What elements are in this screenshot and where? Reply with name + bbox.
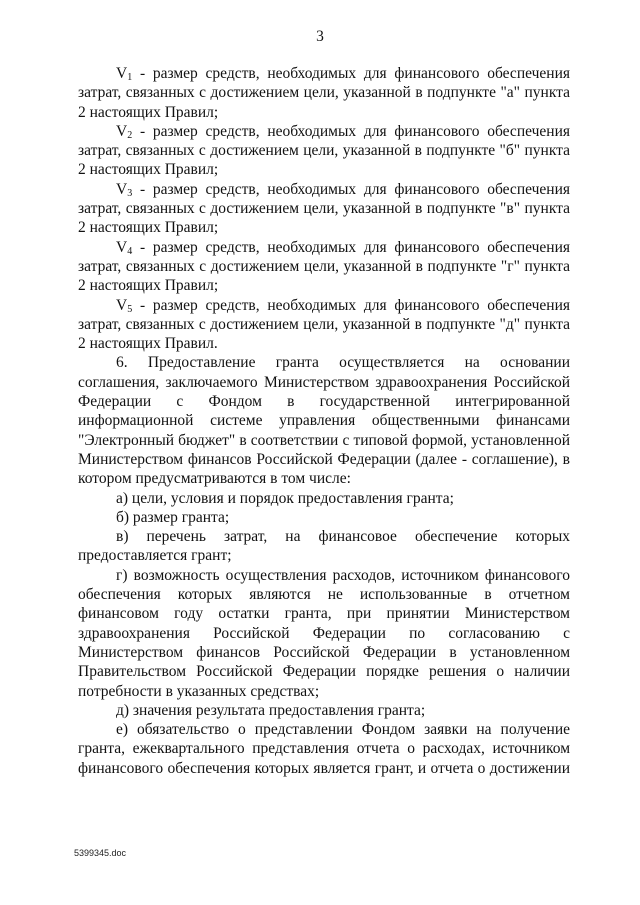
list-item: а) цели, условия и порядок предоставления гранта; [116, 489, 454, 507]
variable-symbol: V [116, 65, 128, 82]
list-item: д) значения результата предоставления гранта; [116, 701, 426, 719]
variable-text: - размер средств, необходимых для финансового обеспечения затрат, связанных с достижением цели, указанной в подпункте "а" пункта 2 настоящих Правил; [78, 65, 570, 121]
variable-subscript: 3 [127, 187, 133, 199]
variable-definition [78, 296, 570, 354]
variable-definition [78, 180, 570, 238]
list-item: е) обязательство о представлении Фондом заявки на получение гранта, ежеквартального представления отчета о расходах, источником финансового обеспечения которых является грант, и отчета о достижении [78, 721, 570, 777]
variable-subscript: 1 [127, 72, 133, 83]
variable-subscript: 5 [127, 303, 133, 315]
list-item: г) возможность осуществления расходов, источником финансового обеспечения которых являются не использованные в отчетном финансовом году остатки гранта, при принятии Министерством здравоохранения Российской Федерации по согласованию с Министерством финансов Российской Федерации в установленном Правительством Российской Федерации порядке решения о наличии потребности в указанных средствах; [78, 566, 570, 700]
paragraph-6: 6. Предоставление гранта осуществляется на основании соглашения, заключаемого Министерством здравоохранения Российской Федерации с Фондом в государственной интегрированной информационной системе управления общественными финансами "Электронный бюджет" в соответствии с типовой формой, установленной Министерством финансов Российской Федерации (далее - соглашение), в котором предусматриваются в том числе: [78, 354, 570, 488]
list-item: в) перечень затрат, на финансовое обеспечение которых предоставляется грант; [78, 528, 570, 565]
variable-subscript: 2 [127, 129, 133, 141]
variable-definition [78, 64, 570, 122]
variable-definition [78, 238, 570, 296]
variable-text: - размер средств, необходимых для финансового обеспечения затрат, связанных с достижением цели, указанной в подпункте "в" пункта 2 настоящих Правил; [78, 180, 570, 237]
variable-text: - размер средств, необходимых для финансового обеспечения затрат, связанных с достижением цели, указанной в подпункте "д" пункта 2 настоящих Правил. [78, 296, 570, 353]
variable-symbol: V [116, 238, 128, 256]
variable-symbol: V [116, 122, 128, 140]
variable-text: - размер средств, необходимых для финансового обеспечения затрат, связанных с достижением цели, указанной в подпункте "б" пункта 2 настоящих Правил; [78, 122, 570, 179]
variable-text: - размер средств, необходимых для финансового обеспечения затрат, связанных с достижением цели, указанной в подпункте "г" пункта 2 настоящих Правил; [78, 238, 570, 295]
variable-symbol: V [116, 296, 128, 314]
variable-symbol: V [116, 180, 128, 198]
page-number: 3 [316, 28, 324, 45]
file-name-footer: 5399345.doc [74, 848, 127, 858]
list-item: б) размер гранта; [116, 508, 230, 526]
document-body [78, 64, 570, 778]
variable-definition [78, 122, 570, 180]
variable-subscript: 4 [127, 245, 133, 257]
